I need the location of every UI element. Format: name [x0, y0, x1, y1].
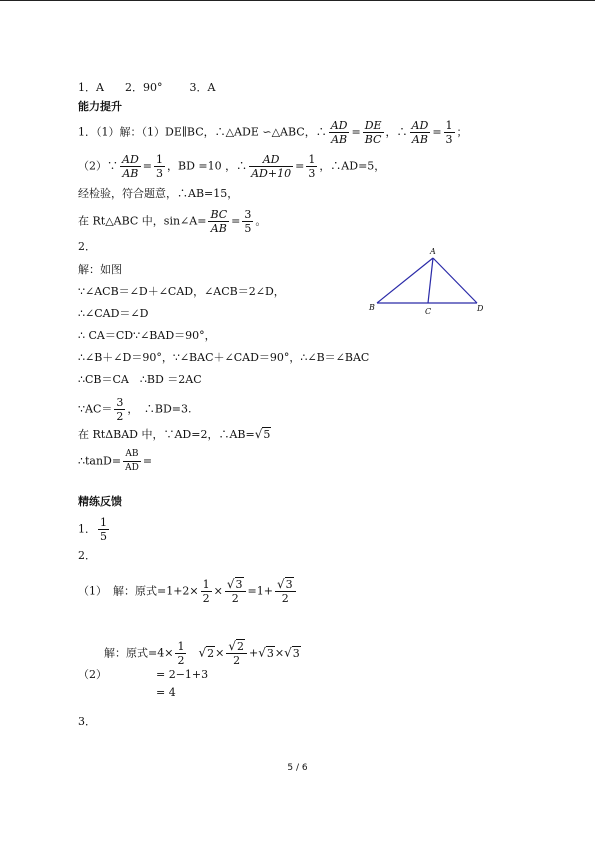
answer-3: 3．A — [189, 81, 216, 94]
radicand: 3 — [266, 646, 274, 660]
text: ，BD =10 ，∴ — [166, 159, 248, 173]
ability-q2-line5: ∴CB＝CA ∴BD ＝2AC — [78, 373, 202, 386]
fraction — [226, 640, 247, 667]
radicand: 5 — [263, 428, 271, 441]
numerator: 1 — [155, 153, 163, 166]
text: =1+ — [247, 584, 273, 598]
text: ∴tanD= — [78, 454, 122, 468]
point-label-b: B — [369, 303, 375, 312]
fraction — [410, 119, 431, 146]
text: = — [142, 454, 153, 468]
text: 解：原式 — [104, 646, 148, 660]
ability-q2-line8 — [78, 448, 152, 475]
fraction — [329, 119, 350, 146]
numerator: BC — [210, 208, 228, 221]
triangle-figure — [366, 244, 490, 318]
triangle-lines — [377, 258, 477, 303]
text: 。 — [255, 214, 267, 228]
text: 在 Rt△ABC 中，sin∠A= — [78, 214, 207, 228]
times: × — [213, 584, 223, 598]
numerator: 1 — [445, 119, 453, 132]
text: 1．（1）解：（1）DE∥BC，∴△ADE ∽△ABC，∴ — [78, 125, 327, 139]
fraction — [225, 578, 246, 605]
text: =1+2× — [157, 584, 199, 598]
equals: = — [231, 214, 241, 228]
ability-q1-line1 — [78, 119, 468, 146]
fraction — [123, 448, 141, 475]
ability-q2-line4: ∴∠B＋∠D＝90°，∵∠BAC＋∠CAD＝90°，∴∠B＝∠BAC — [78, 351, 370, 364]
denominator: 3 — [445, 133, 453, 146]
denominator: 2 — [116, 410, 124, 423]
radical-sign: √ — [254, 427, 263, 441]
fraction — [120, 153, 141, 180]
segment-ab — [377, 258, 433, 303]
radicand: 3 — [285, 578, 293, 591]
practice-q2-part1 — [78, 578, 298, 605]
ability-q2-line6 — [78, 396, 191, 423]
fraction — [249, 153, 293, 180]
denominator: AD — [125, 463, 139, 473]
ability-q1-line2 — [78, 153, 385, 180]
times: × — [274, 646, 285, 660]
ability-q2-intro: 解：如图 — [78, 263, 122, 276]
ability-q2-line3: ∴ CA＝CD∵∠BAD＝90°， — [78, 329, 216, 342]
question-number: 1． — [78, 522, 96, 536]
radicand: 3 — [235, 578, 243, 591]
denominator: AB — [122, 167, 139, 180]
numerator: 1 — [202, 578, 210, 591]
basic-answers-line — [78, 81, 215, 95]
fraction — [175, 640, 186, 667]
denominator: 2 — [202, 592, 210, 605]
practice-q2-number: 2． — [78, 549, 96, 562]
text: ，∴AD=5， — [319, 159, 386, 173]
section-title-practice: 精练反馈 — [78, 495, 122, 508]
fraction — [208, 208, 229, 235]
fraction — [98, 516, 109, 543]
numerator: DE — [364, 119, 382, 132]
fraction — [114, 396, 125, 423]
fraction — [242, 208, 253, 235]
radicand: 3 — [292, 646, 300, 660]
numerator: √3 — [275, 578, 296, 592]
fraction — [201, 578, 212, 605]
point-label-c: C — [425, 307, 432, 316]
text: =4× — [148, 646, 174, 660]
practice-q2-part2-line2: = 2−1+3 — [156, 668, 209, 681]
denominator: 2 — [281, 592, 289, 605]
fraction — [363, 119, 384, 146]
text: ∵AC＝ — [78, 402, 113, 416]
denominator: AB — [210, 222, 227, 235]
text: ； — [456, 125, 468, 139]
equals: = — [295, 159, 305, 173]
numerator: 1 — [308, 153, 316, 166]
answer-1: 1．A — [78, 81, 104, 94]
practice-q3-number: 3． — [78, 715, 96, 728]
ability-q2-number: 2． — [78, 240, 96, 253]
numerator: AD — [249, 153, 293, 167]
denominator: 5 — [244, 222, 252, 235]
segment-ac — [428, 258, 433, 303]
practice-q2-part2-line3: = 4 — [156, 686, 176, 699]
top-rule — [0, 0, 595, 1]
point-label-d: D — [477, 304, 484, 313]
practice-q1 — [78, 516, 111, 543]
denominator: 5 — [100, 530, 107, 543]
denominator: 3 — [155, 167, 163, 180]
plus: + — [248, 646, 259, 660]
text: 解：原式 — [113, 584, 157, 598]
ability-q2-line7 — [78, 427, 271, 442]
section-title-ability: 能力提升 — [78, 100, 122, 113]
denominator: BC — [364, 133, 382, 146]
numerator: √2 — [226, 640, 247, 654]
numerator: 3 — [244, 208, 252, 221]
part-label: （1） — [78, 584, 107, 598]
ability-q2-line2: ∴∠CAD＝∠D — [78, 307, 149, 320]
text: ， ∴BD=3. — [127, 402, 192, 416]
text: ，∴ — [385, 125, 408, 139]
radicand: 2 — [236, 640, 244, 653]
fraction — [306, 153, 317, 180]
denominator: 2 — [231, 592, 239, 605]
numerator: AD — [122, 153, 139, 166]
denominator: AB — [411, 133, 428, 146]
practice-q2-part2-label: （2） — [78, 668, 107, 681]
text: （2）∵ — [78, 159, 118, 173]
equals: = — [351, 125, 361, 139]
numerator: AB — [123, 448, 141, 462]
answer-2: 2．90° — [124, 81, 163, 94]
fraction — [444, 119, 455, 146]
equals: = — [142, 159, 152, 173]
numerator: AD — [411, 119, 429, 132]
page-number: 5 / 6 — [287, 763, 308, 773]
denominator: AB — [331, 133, 348, 146]
denominator: 2 — [177, 654, 185, 667]
segment-ad — [433, 258, 477, 303]
denominator: 3 — [308, 167, 316, 180]
numerator: 1 — [177, 640, 185, 653]
ability-q2-line1: ∵∠ACB＝∠D＋∠CAD，∠ACB＝2∠D， — [78, 285, 285, 298]
text: 在 RtΔBAD 中，∵AD=2，∴AB= — [78, 428, 255, 441]
times: × — [215, 646, 225, 660]
numerator: √3 — [225, 578, 246, 592]
denominator: AD+10 — [251, 167, 292, 180]
point-label-a: A — [430, 247, 436, 256]
numerator: 3 — [116, 396, 124, 409]
fraction — [154, 153, 165, 180]
numerator: AD — [330, 119, 348, 132]
radicand: 2 — [207, 646, 215, 660]
ability-q1-line3: 经检验，符合题意，∴AB=15， — [78, 187, 239, 200]
fraction — [275, 578, 296, 605]
ability-q1-line4 — [78, 208, 266, 235]
equals: = — [432, 125, 442, 139]
practice-q2-part2-line1: 解：原式=4× $\frac{1}{2}$ √2× $\frac{√2}{2}$ +√3×√3 — [104, 639, 300, 667]
numerator: 1 — [100, 516, 107, 529]
denominator: 2 — [233, 654, 241, 667]
